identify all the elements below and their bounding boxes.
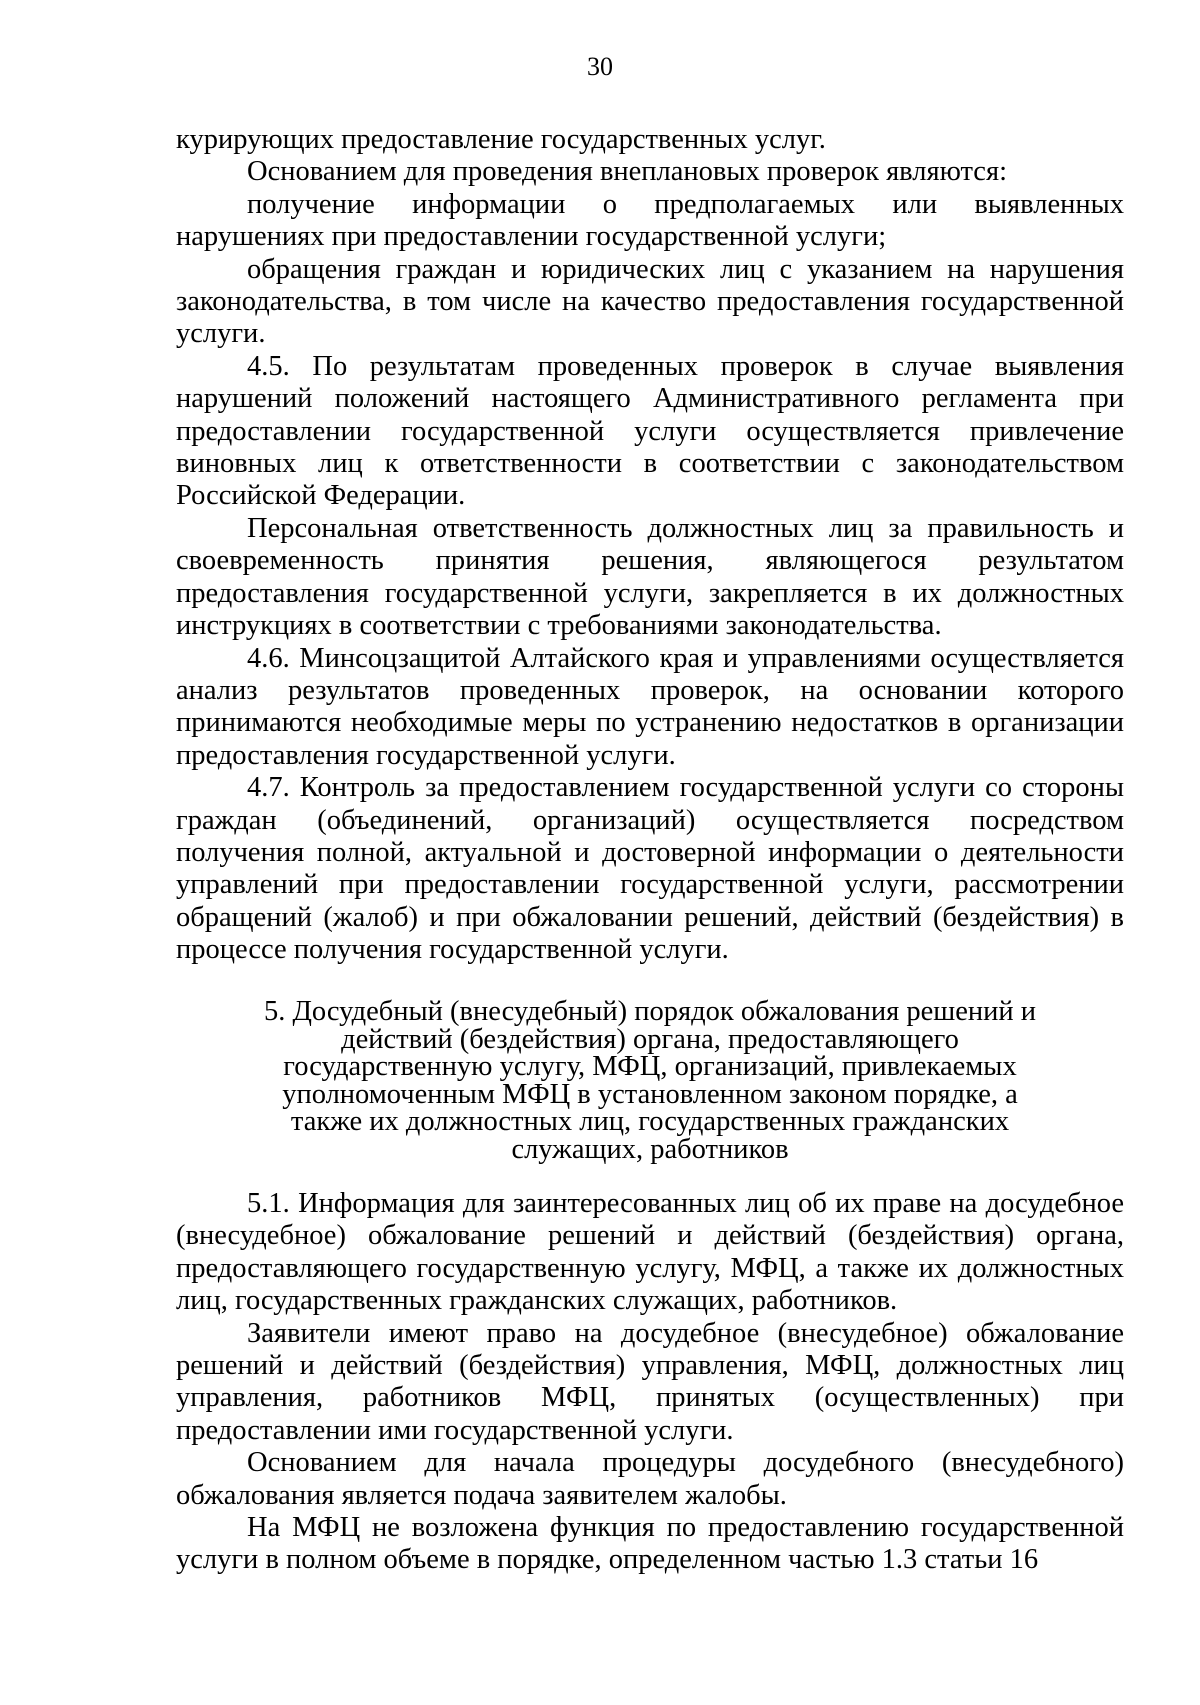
page-number: 30 (587, 52, 613, 81)
paragraph-4-5: 4.5. По результатам проведенных проверок в случае выявления нарушений положений настоящего Административного регламента при предоставлении государственной услуги осуществляется привлечение виновных лиц к ответственности в соответствии с законодательством Российской Федерации. (176, 350, 1124, 512)
heading-line: служащих, работников (511, 1133, 789, 1165)
heading-line: государственную услугу, МФЦ, организаций, привлекаемых (283, 1051, 1017, 1082)
section-5-text (176, 1188, 1124, 1577)
paragraph-4-7: 4.7. Контроль за предоставлением государственной услуги со стороны граждан (объединений, организаций) осуществляется посредством получения полной, актуальной и достоверной информации о деятельности управлений при предоставлении государственной услуги, рассмотрении обращений (жалоб) и при обжаловании решений, действий (бездействия) в процессе получения государственной услуги. (176, 772, 1124, 966)
heading-line: 5. Досудебный (внесудебный) порядок обжалования решений и (263, 996, 1037, 1027)
paragraph-continuation: курирующих предоставление государственных услуг. (176, 124, 826, 155)
paragraph-information: получение информации о предполагаемых или выявленных нарушениях при предоставлении государственной услуги; (176, 188, 1124, 253)
paragraph-personal-responsibility: Персональная ответственность должностных лиц за правильность и своевременность принятия решения, являющегося результатом предоставления государственной услуги, закрепляется в их должностных инструкциях в соответствии с требованиями законодательства. (176, 512, 1124, 642)
paragraph-5-1: 5.1. Информация для заинтересованных лиц об их праве на досудебное (внесудебное) обжалование решений и действий (бездействия) органа, предоставляющего государственную услугу, МФЦ, а также их должностных лиц, государственных гражданских служащих, работников. (176, 1188, 1124, 1317)
section-5-heading (176, 998, 1124, 1163)
paragraph-mfc-function: На МФЦ не возложена функция по предоставлению государственной услуги в полном объеме в порядке, определенном частью 1.3 статьи 16 (176, 1512, 1124, 1576)
heading-line: действий (бездействия) органа, предоставляющего (341, 1023, 959, 1055)
paragraph-appeals: обращения граждан и юридических лиц с указанием на нарушения законодательства, в том числе на качество предоставления государственной услуги. (176, 253, 1124, 350)
paragraph-grounds-for-procedure: Основанием для начала процедуры досудебного (внесудебного) обжалования является подача заявителем жалобы. (176, 1447, 1124, 1511)
paragraph-applicants-rights: Заявители имеют право на досудебное (внесудебное) обжалование решений и действий (бездействия) управления, МФЦ, должностных лиц управления, работников МФЦ, принятых (осуществленных) при предоставлении ими государственной услуги. (176, 1317, 1124, 1446)
paragraph-grounds: Основанием для проведения внеплановых проверок являются: (247, 156, 1007, 188)
heading-line: также их должностных лиц, государственных гражданских (290, 1106, 1010, 1137)
section-4-text (176, 124, 1124, 967)
heading-line: уполномоченным МФЦ в установленном законом порядке, а (282, 1078, 1018, 1110)
paragraph-4-6: 4.6. Минсоцзащитой Алтайского края и управлениями осуществляется анализ результатов проведенных проверок, на основании которого принимаются необходимые меры по устранению недостатков в организации предоставления государственной услуги. (176, 642, 1124, 771)
